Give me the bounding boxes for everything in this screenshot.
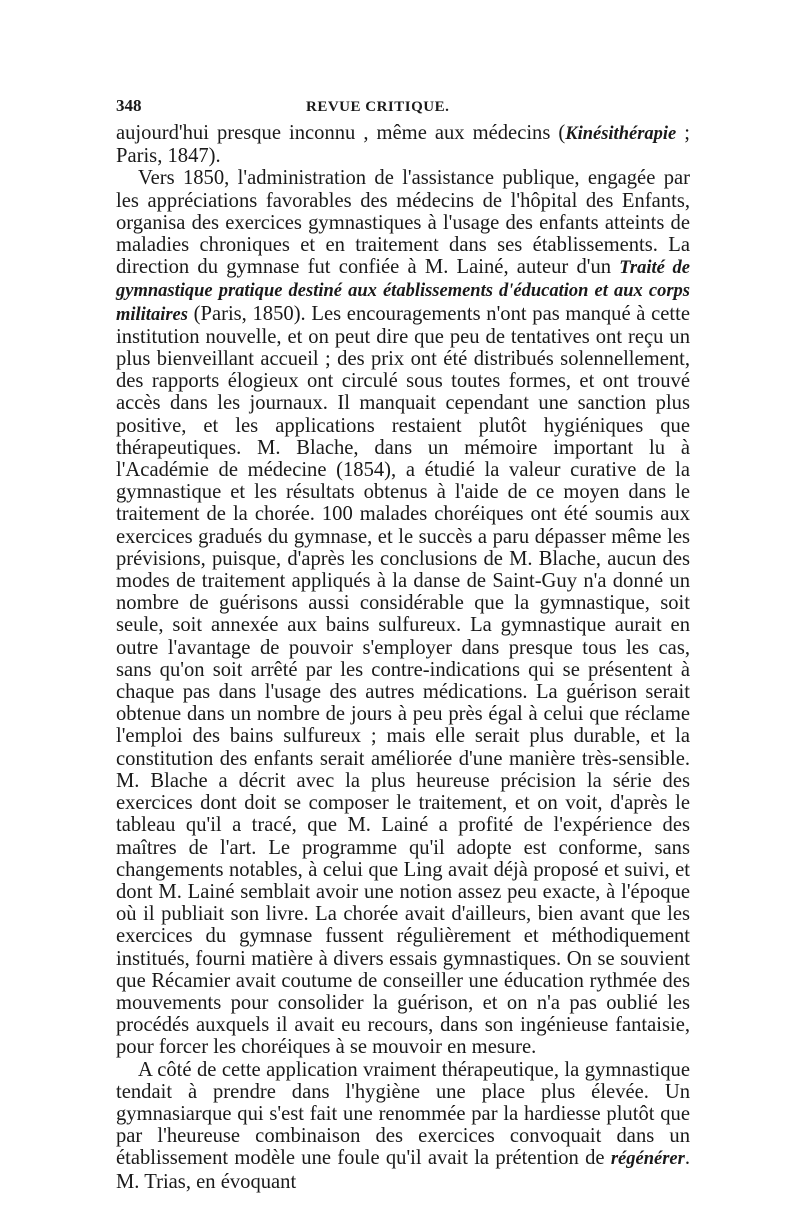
text-run: ; Paris, 1847).: [116, 122, 690, 168]
text-run: Vers 1850, l'administration de l'assistance publique, engagée par les appréciations favorables des médecins de l'hôpital des Enfants, organisa des exercices gymnastiques à l'usage des enfants atteints de maladies chroniques et en traitement dans ses établissements. La direction du gymnase fut confiée à M. Lainé, auteur d'un: [116, 167, 690, 279]
text-run: aujourd'hui presque inconnu , même aux médecins (: [116, 122, 566, 144]
text-run: . M. Trias, en évoquant: [116, 1147, 690, 1193]
body-text: [116, 122, 690, 1193]
paragraph: [116, 122, 690, 167]
text-run: (Paris, 1850). Les encouragements n'ont pas manqué à cette institution nouvelle, et on peut dire que peu de tentatives ont reçu un plus bienveillant accueil ; des prix ont été distribués solennellement, des rapports élogieux ont circulé sous toutes formes, et ont trouvé accès dans les journaux. Il manquait cependant une sanction plus positive, et les applications restaient plutôt hygiéniques que thérapeutiques. M. Blache, dans un mémoire important lu à l'Académie de médecine (1854), a étudié la valeur curative de la gymnastique et les résultats obtenus à l'aide de ce moyen dans le traitement de la chorée. 100 malades choréiques ont été soumis aux exercices gradués du gymnase, et le succès a paru dépasser même les prévisions, puisque, d'après les conclusions de M. Blache, aucun des modes de traitement appliqués à la danse de Saint-Guy n'a donné un nombre de guérisons aussi considérable que la gymnastique, soit seule, soit annexée aux bains sulfureux. La gymnastique aurait en outre l'avantage de pouvoir s'employer dans presque tous les cas, sans qu'on soit arrêté par les contre-indications qui se présentent à chaque pas dans l'usage des autres médications. La guérison serait obtenue dans un nombre de jours à peu près égal à celui que réclame l'emploi des bains sulfureux ; mais elle serait plus durable, et la constitution des enfants serait améliorée d'une manière très-sensible. M. Blache a décrit avec la plus heureuse précision la série des exercices dont doit se composer le traitement, et on voit, d'après le tableau qu'il a tracé, que M. Lainé a profité de l'expérience des maîtres de l'art. Le programme qu'il adopte est conforme, sans changements notables, à celui que Ling avait déjà proposé et suivi, et dont M. Lainé semblait avoir une notion assez peu exacte, à l'époque où il publiait son livre. La chorée avait d'ailleurs, bien avant que les exercices du gymnase fussent régulièrement et méthodiquement institués, fourni matière à divers essais gymnastiques. On se souvient que Récamier avait coutume de conseiller une éducation rythmée des mouvements pour consolider la guérison, et on n'a pas oublié les procédés auxquels il avait eu recours, dans son ingénieuse fantaisie, pour forcer les choréiques à se mouvoir en mesure.: [116, 302, 690, 1059]
text-run: A côté de cette application vraiment thérapeutique, la gymnastique tendait à prendre dans l'hygiène une place plus élevée. Un gymnasiarque qui s'est fait une renommée par la hardiesse plutôt que par l'heureuse combinaison des exercices convoquait dans un établissement modèle une foule qu'il avait la prétention de: [116, 1058, 690, 1170]
italic-title: régénérer: [610, 1149, 685, 1170]
running-title: REVUE CRITIQUE.: [306, 99, 450, 115]
page-header: [116, 96, 690, 122]
paragraph: [116, 167, 690, 1058]
page-number: 348: [116, 96, 142, 115]
italic-title: Traité de gymnastique pratique destiné aux établissements d'éducation et aux corps militaires: [116, 258, 691, 325]
italic-title: Kinésithérapie: [565, 124, 677, 144]
paragraph: [116, 1059, 690, 1193]
